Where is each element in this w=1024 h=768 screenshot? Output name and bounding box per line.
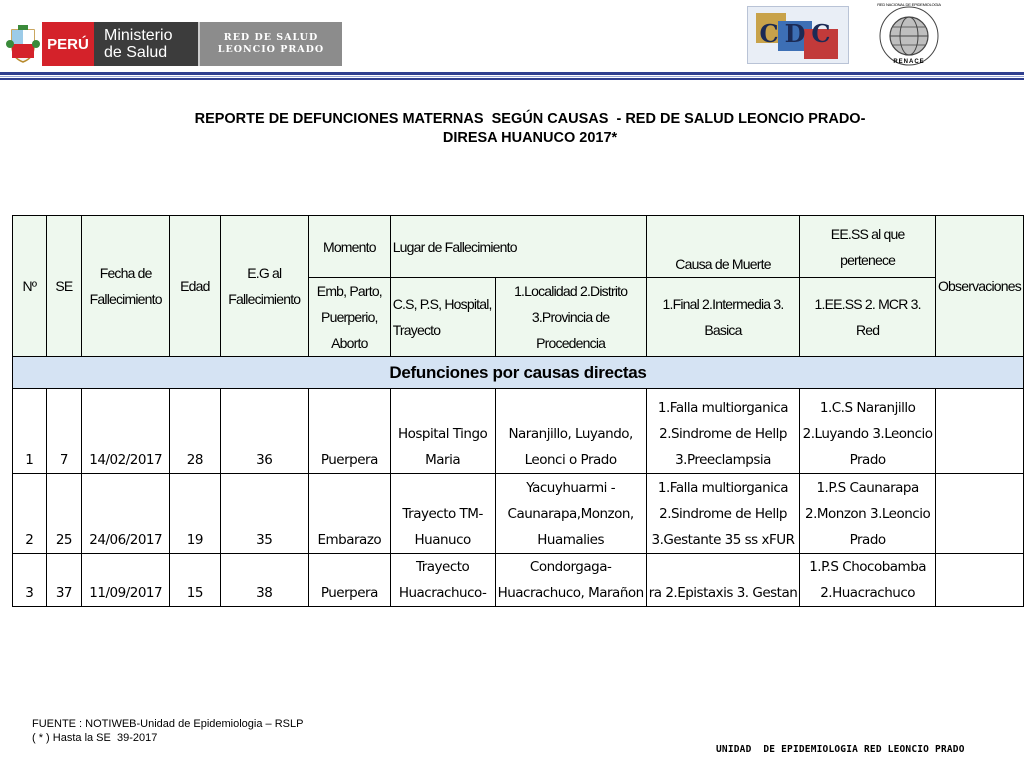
cell-causa	[646, 389, 800, 474]
header-row-1	[13, 216, 1024, 278]
renace-logo	[876, 4, 942, 68]
cell-lugar-line: Huanuco	[414, 532, 471, 548]
cell-procedencia-line: Leonci o Prado	[524, 452, 617, 468]
report-title-line2: DIRESA HUANUCO 2017*	[442, 130, 618, 146]
cell-eess	[800, 554, 936, 607]
col-header-causa: Causa de Muerte	[646, 216, 800, 278]
ministry-name	[94, 22, 198, 66]
col-header-momento: Momento	[309, 216, 391, 278]
cell-momento: Puerpera	[309, 389, 391, 474]
section-title: Defunciones por causas directas	[13, 357, 1024, 389]
cell-eess-line: 1.C.S Naranjillo	[819, 400, 916, 416]
cell-lugar	[390, 554, 495, 607]
cell-causa-line: 3.Preeclampsia	[675, 452, 771, 468]
cell-procedencia-line: Huamalies	[537, 532, 604, 548]
cell-obs	[935, 554, 1023, 607]
red-line2: LEONCIO PRADO	[217, 44, 325, 55]
maternal-deaths-table	[12, 215, 1024, 607]
cell-se: 7	[46, 389, 81, 474]
col-header-lugar	[390, 216, 646, 278]
source-line1: FUENTE : NOTIWEB-Unidad de Epidemiologia – RSLP	[32, 718, 304, 730]
cell-procedencia-line: Condorgaga-	[529, 559, 612, 575]
cell-causa-line: 2.Sindrome de Hellp	[659, 426, 787, 442]
col-subheader-causa: 1.Final 2.Intermedia 3. Basica	[646, 278, 800, 357]
col-header-se: SE	[46, 216, 81, 357]
cell-se: 37	[46, 554, 81, 607]
cell-causa-line: ra 2.Epistaxis 3. Gestan	[648, 585, 798, 601]
section-row	[13, 357, 1024, 389]
cell-momento: Puerpera	[309, 554, 391, 607]
cell-eess-line: Prado	[849, 452, 886, 468]
cell-causa	[646, 554, 800, 607]
cell-momento: Embarazo	[309, 474, 391, 554]
peru-coat-of-arms-icon	[6, 24, 40, 64]
cell-lugar	[390, 474, 495, 554]
source-note	[32, 717, 303, 745]
ministry-line2: de Salud	[104, 44, 168, 61]
cell-eess-line: 1.P.S Caunarapa	[816, 480, 919, 496]
table-row	[13, 389, 1024, 474]
cell-causa-line: 1.Falla multiorganica	[657, 480, 789, 496]
cell-num: 3	[13, 554, 47, 607]
cell-eess-line: 2.Monzon 3.Leoncio	[804, 506, 931, 522]
cell-eess-line: 1.P.S Chocobamba	[809, 559, 927, 575]
minsa-brand-bar	[42, 22, 342, 66]
cell-se: 25	[46, 474, 81, 554]
col-subheader-procedencia: 1.Localidad 2.Distrito 3.Provincia de Procedencia	[495, 278, 646, 357]
header-divider	[0, 72, 1024, 81]
cell-eess	[800, 389, 936, 474]
cell-edad: 28	[170, 389, 220, 474]
cell-eess-line: 2.Luyando 3.Leoncio	[802, 426, 933, 442]
cell-procedencia-line: Yacuyhuarmi -	[526, 480, 616, 496]
source-line2: ( * ) Hasta la SE 39-2017	[32, 732, 158, 744]
cell-eg: 38	[220, 554, 308, 607]
red-line1: RED DE SALUD	[223, 32, 319, 43]
cell-procedencia	[495, 474, 646, 554]
table-row	[13, 474, 1024, 554]
cell-lugar-line: Trayecto	[415, 559, 470, 575]
cell-lugar	[390, 389, 495, 474]
epidemiology-unit-label: UNIDAD DE EPIDEMIOLOGIA RED LEONCIO PRADO	[716, 744, 965, 755]
cell-causa-line: 3.Gestante 35 ss xFUR	[651, 532, 795, 548]
cell-eg: 36	[220, 389, 308, 474]
cell-lugar-line: Huacrachuco-	[398, 585, 487, 601]
cell-lugar-line: Hospital Tingo	[397, 426, 488, 442]
cell-procedencia-line: Huacrachuco, Marañon	[497, 585, 644, 601]
renace-bottom-text: RENACE	[893, 59, 925, 65]
ministry-line1: Ministerio	[104, 27, 173, 44]
cell-fecha: 24/06/2017	[82, 474, 170, 554]
report-title-line1: REPORTE DE DEFUNCIONES MATERNAS SEGÚN CAUSAS - RED DE SALUD LEONCIO PRADO-	[194, 111, 866, 127]
cell-obs	[935, 474, 1023, 554]
cell-causa-line: 1.Falla multiorganica	[657, 400, 789, 416]
cell-edad: 15	[170, 554, 220, 607]
page-header	[0, 0, 1024, 82]
cell-procedencia	[495, 554, 646, 607]
col-header-lugar-text: Lugar de Fallecimiento	[392, 238, 517, 255]
cell-eess-line: 2.Huacrachuco	[820, 585, 916, 601]
report-title	[120, 110, 940, 148]
cell-eess	[800, 474, 936, 554]
cell-lugar-line: Maria	[425, 452, 461, 468]
cell-eg: 35	[220, 474, 308, 554]
red-salud-name	[198, 22, 342, 66]
col-subheader-eess: 1.EE.SS 2. MCR 3. Red	[800, 278, 936, 357]
col-subheader-lugar: C.S, P.S, Hospital, Trayecto	[390, 278, 495, 357]
col-header-fecha: Fecha de Fallecimiento	[82, 216, 170, 357]
cell-num: 1	[13, 389, 47, 474]
cell-fecha: 14/02/2017	[82, 389, 170, 474]
col-header-num: Nº	[13, 216, 47, 357]
col-header-eg: E.G al Fallecimiento	[220, 216, 308, 357]
col-subheader-momento: Emb, Parto, Puerperio, Aborto	[309, 278, 391, 357]
cell-obs	[935, 389, 1023, 474]
cell-fecha: 11/09/2017	[82, 554, 170, 607]
cdc-logo	[747, 6, 849, 64]
renace-top-text: RED NACIONAL DE EPIDEMIOLOGIA	[877, 2, 941, 7]
col-header-obs: Observaciones	[935, 216, 1023, 357]
col-header-eess: EE.SS al que pertenece	[800, 216, 936, 278]
cell-procedencia	[495, 389, 646, 474]
cell-causa-line: 2.Sindrome de Hellp	[659, 506, 787, 522]
cell-eess-line: Prado	[849, 532, 886, 548]
cell-procedencia-line: Naranjillo, Luyando,	[508, 426, 633, 442]
cell-edad: 19	[170, 474, 220, 554]
cell-num: 2	[13, 474, 47, 554]
cdc-label: CDC	[759, 19, 837, 48]
cell-lugar-line: Trayecto TM-	[402, 506, 483, 522]
cell-causa	[646, 474, 800, 554]
table-row	[13, 554, 1024, 607]
peru-label: PERÚ	[42, 22, 94, 66]
cell-procedencia-line: Caunarapa,Monzon,	[507, 506, 634, 522]
col-header-edad: Edad	[170, 216, 220, 357]
